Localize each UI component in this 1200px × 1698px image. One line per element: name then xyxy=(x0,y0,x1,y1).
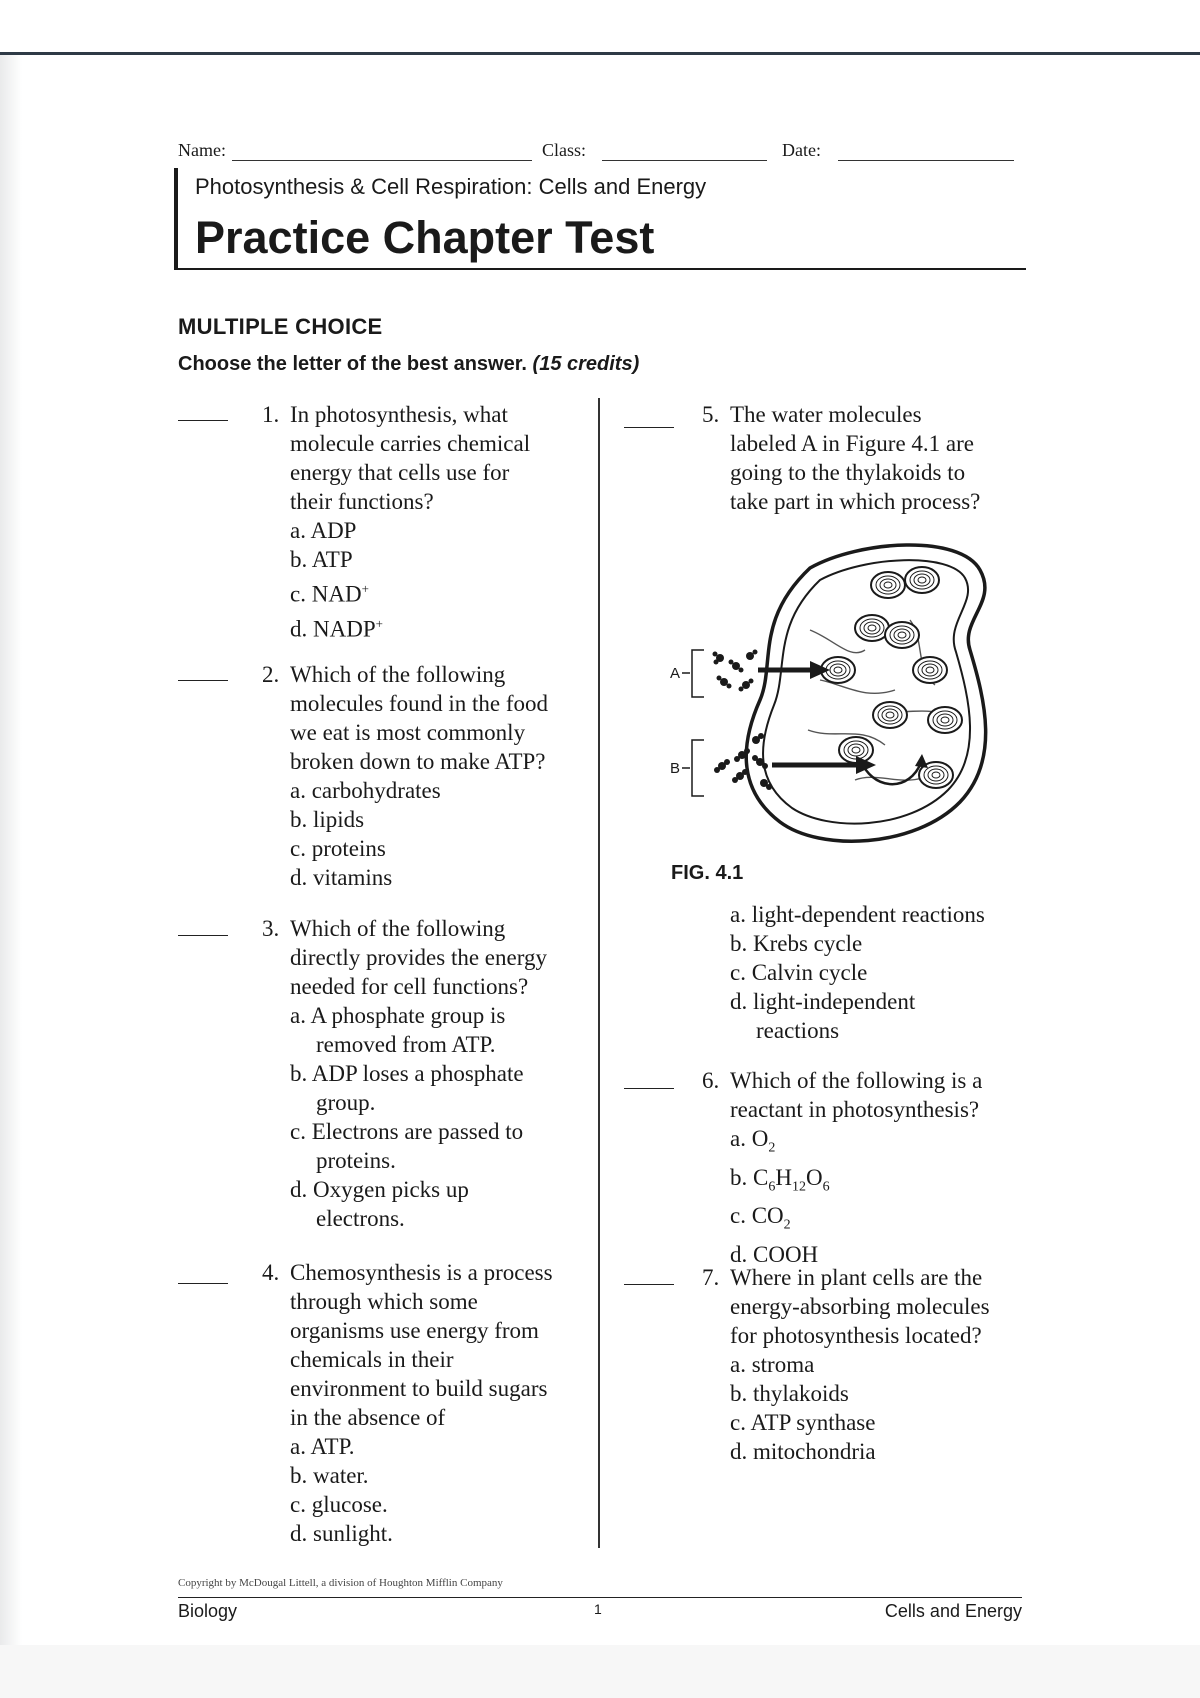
option-a[interactable]: a. carbohydrates xyxy=(290,778,441,803)
credits-text: (15 credits) xyxy=(532,353,640,375)
option-c[interactable]: c. Electrons are passed to proteins. xyxy=(290,1119,524,1173)
footer-chapter: Cells and Energy xyxy=(884,1601,1022,1621)
option-d[interactable]: d. vitamins xyxy=(290,865,393,890)
question-text: Which of the following directly provides the energy needed for cell functions? xyxy=(290,916,547,999)
class-label: Class: xyxy=(542,140,587,160)
question-text: The water molecules labeled A in Figure 4.1 are going to the thylakoids to take part in which process? xyxy=(730,402,981,514)
question-number: 2. xyxy=(262,662,280,687)
question-text: Chemosynthesis is a process through which some organisms use energy from chemicals in their environment to build sugars in the absence of xyxy=(290,1260,553,1430)
thylakoid-stack xyxy=(913,657,947,683)
viewer-bottom-band xyxy=(0,1645,1200,1698)
option-a[interactable]: a. light-dependent reactions xyxy=(730,902,985,927)
copyright-notice: Copyright by McDougal Littell, a division of Houghton Mifflin Company xyxy=(178,1577,503,1589)
thylakoid-stack xyxy=(873,702,907,728)
option-a[interactable]: a. ATP. xyxy=(290,1434,355,1459)
option-d[interactable]: d. light-independent reactions xyxy=(730,989,916,1043)
answer-blank-7[interactable] xyxy=(624,1284,674,1285)
page-subtitle: Photosynthesis & Cell Respiration: Cells and Energy xyxy=(195,174,707,199)
question-number: 3. xyxy=(262,916,280,941)
option-c[interactable]: c. glucose. xyxy=(290,1492,388,1517)
question-5 xyxy=(702,400,1022,516)
thylakoid-stack xyxy=(885,622,919,648)
question-4 xyxy=(262,1258,582,1548)
answer-blank-2[interactable] xyxy=(178,680,228,681)
option-a[interactable]: a. $O_2$ xyxy=(730,1126,776,1156)
option-c[interactable]: c. proteins xyxy=(290,836,386,861)
question-number: 1. xyxy=(262,402,280,427)
name-label: Name: xyxy=(178,140,226,160)
page-number: 1 xyxy=(594,1601,602,1617)
question-text: Which of the following molecules found in the food we eat is most commonly broken down to make ATP? xyxy=(290,662,549,774)
cycle-arrow-head xyxy=(915,754,928,768)
chloroplast-figure xyxy=(660,540,1020,860)
thylakoid-stack xyxy=(928,707,962,733)
instructions-text: Choose the letter of the best answer. xyxy=(178,353,527,375)
question-text: Which of the following is a reactant in photosynthesis? xyxy=(730,1068,983,1122)
question-3 xyxy=(262,914,582,1233)
footer-rule xyxy=(178,1597,1022,1598)
section-heading: MULTIPLE CHOICE xyxy=(178,314,383,339)
option-b[interactable]: b. water. xyxy=(290,1463,369,1488)
class-field[interactable] xyxy=(602,160,767,161)
column-divider xyxy=(598,398,600,1548)
option-c[interactable]: c. Calvin cycle xyxy=(730,960,868,985)
option-b[interactable]: b. ADP loses a phosphate group. xyxy=(290,1061,524,1115)
question-number: 4. xyxy=(262,1260,280,1285)
answer-blank-4[interactable] xyxy=(178,1283,228,1284)
answer-blank-6[interactable] xyxy=(624,1088,674,1089)
question-number: 7. xyxy=(702,1265,720,1290)
question-5-options xyxy=(702,900,1022,1045)
question-text: Where in plant cells are the energy-absorbing molecules for photosynthesis located? xyxy=(730,1265,990,1348)
label-b: B xyxy=(670,760,681,777)
footer-subject: Biology xyxy=(178,1601,238,1621)
option-b[interactable]: b. $C_6H_{12}O_6$ xyxy=(730,1164,830,1195)
option-b[interactable]: b. lipids xyxy=(290,807,365,832)
date-label: Date: xyxy=(782,140,821,160)
option-d[interactable]: d. COOH xyxy=(730,1241,819,1267)
option-d[interactable]: d. NADP+ xyxy=(290,615,383,642)
option-c[interactable]: c. ATP synthase xyxy=(730,1410,876,1435)
option-c[interactable]: c. NAD+ xyxy=(290,581,369,607)
option-a[interactable]: a. stroma xyxy=(730,1352,815,1377)
option-a[interactable]: a. A phosphate group is removed from ATP. xyxy=(290,1003,506,1057)
option-d[interactable]: d. mitochondria xyxy=(730,1439,876,1464)
option-d[interactable]: d. sunlight. xyxy=(290,1521,393,1546)
viewer-top-bar xyxy=(0,0,1200,55)
option-d[interactable]: d. Oxygen picks up electrons. xyxy=(290,1177,469,1231)
option-a[interactable]: a. ADP xyxy=(290,518,357,543)
question-number: 6. xyxy=(702,1068,720,1093)
option-c[interactable]: c. $CO_2$ xyxy=(730,1203,791,1233)
thylakoid-stack xyxy=(871,572,905,598)
page-shadow xyxy=(0,55,22,1645)
document-page xyxy=(22,55,1200,1645)
thylakoid-stack xyxy=(855,615,889,641)
question-2 xyxy=(262,660,582,892)
instructions xyxy=(178,353,639,376)
answer-blank-1[interactable] xyxy=(178,420,228,421)
question-6 xyxy=(702,1066,1022,1269)
label-a: A xyxy=(670,665,681,682)
water-molecules-a xyxy=(713,650,758,692)
question-number: 5. xyxy=(702,402,720,427)
answer-blank-5[interactable] xyxy=(624,427,674,428)
page-title: Practice Chapter Test xyxy=(195,212,655,263)
question-1 xyxy=(262,400,582,643)
date-field[interactable] xyxy=(838,160,1014,161)
option-b[interactable]: b. Krebs cycle xyxy=(730,931,863,956)
question-7 xyxy=(702,1263,1022,1466)
answer-blank-3[interactable] xyxy=(178,935,228,936)
name-field[interactable] xyxy=(232,160,532,161)
thylakoid-stack xyxy=(905,567,939,593)
option-b[interactable]: b. thylakoids xyxy=(730,1381,849,1406)
question-text: In photosynthesis, what molecule carries chemical energy that cells use for their functions? xyxy=(290,402,531,514)
option-b[interactable]: b. ATP xyxy=(290,547,353,572)
figure-caption: FIG. 4.1 xyxy=(671,862,744,884)
